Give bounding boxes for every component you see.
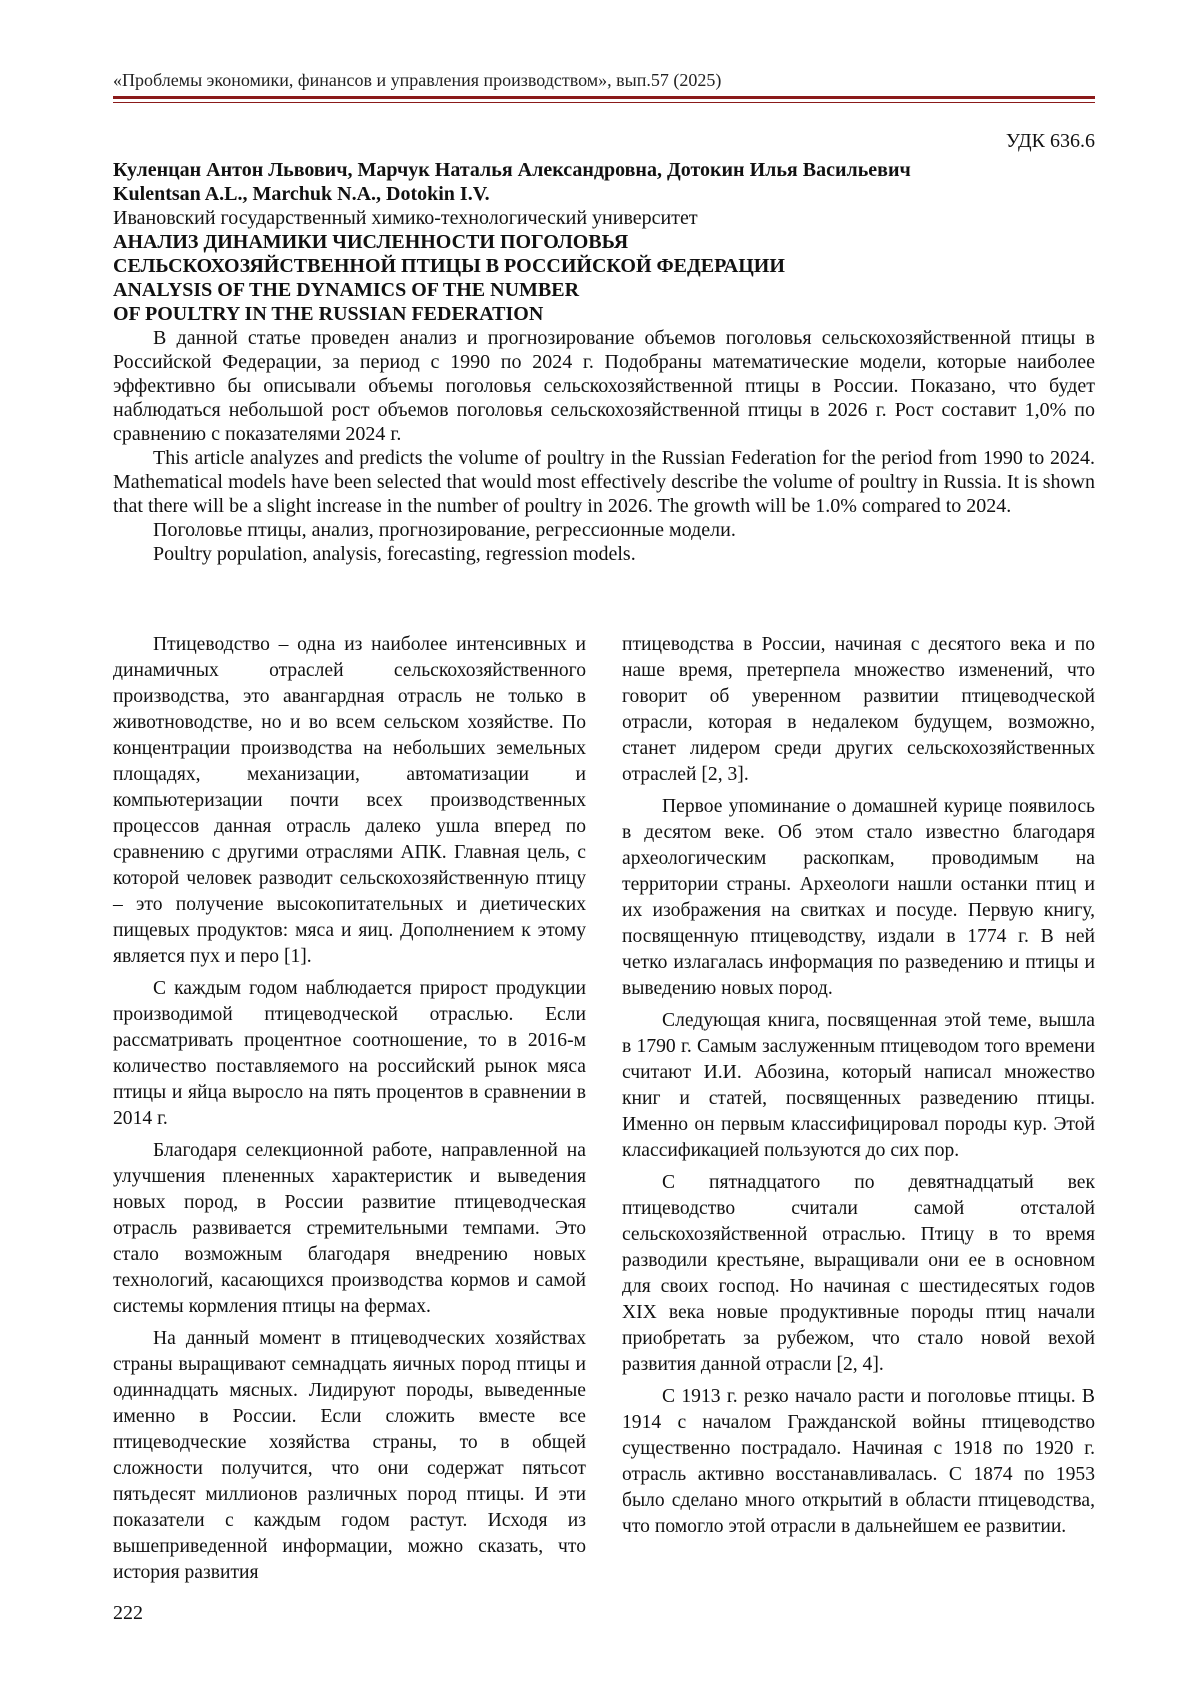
body-paragraph: Следующая книга, посвященная этой теме, вышла в 1790 г. Самым заслуженным птицеводом того времени считают И.И. Абозина, который написал множество книг и статей, посвященных разведению птицы. Именно он первым классифицировал породы кур. Этой классификацией пользуются до сих пор.	[622, 1010, 1095, 1161]
authors-en: Kulentsan A.L., Marchuk N.A., Dotokin I.V.	[113, 183, 490, 205]
body-paragraph: На данный момент в птицеводческих хозяйствах страны выращивают семнадцать яичных пород птицы и одиннадцать мясных. Лидируют породы, выведенные именно в России. Если сложить вместе все птицеводческие хозяйства страны, то в общей сложности получится, что они содержат пятьсот пятьдесят миллионов различных пород птицы. И эти показатели с каждым годом растут. Исходя из вышеприведенной информации, можно сказать, что история развития	[113, 1328, 586, 1583]
article-front-matter	[113, 158, 1095, 566]
body-paragraph-continued: птицеводства в России, начиная с десятого века и по наше время, претерпела множество изменений, что говорит об уверенном развитии птицеводческой отрасли, которая в недалеком будущем, возможно, станет лидером среди других сельскохозяйственных отраслей [2, 3].	[622, 634, 1095, 785]
title-ru-line2: СЕЛЬСКОХОЗЯЙСТВЕННОЙ ПТИЦЫ В РОССИЙСКОЙ ФЕДЕРАЦИИ	[113, 255, 785, 277]
abstract-ru: В данной статье проведен анализ и прогнозирование объемов поголовья сельскохозяйственной птицы в Российской Федерации, за период с 1990 по 2024 г. Подобраны математические модели, которые наиболее эффективно бы описывали объемы поголовья сельскохозяйственной птицы в России. Показано, что будет наблюдаться небольшой рост объемов поголовья сельскохозяйственной птицы в 2026 г. Рост составит 1,0% по сравнению с показателями 2024 г.	[113, 327, 1095, 445]
body-paragraph: Первое упоминание о домашней курице появилось в десятом веке. Об этом стало известно благодаря археологическим раскопкам, проводимым на территории страны. Археологи нашли останки птиц и их изображения на свитках и посуде. Первую книгу, посвященную птицеводству, издали в 1774 г. В ней четко излагалась информация по разведению и птицы и выведению новых пород.	[622, 796, 1095, 999]
udk-code: УДК 636.6	[1005, 130, 1095, 152]
keywords-en: Poultry population, analysis, forecasting, regression models.	[153, 543, 636, 565]
title-en-line1: ANALYSIS OF THE DYNAMICS OF THE NUMBER	[113, 279, 580, 301]
body-paragraph: С каждым годом наблюдается прирост продукции производимой птицеводческой отраслью. Если рассматривать процентное соотношение, то в 2016-м количество поставляемого на российский рынок мяса птицы и яйца выросло на пять процентов в сравнении в 2014 г.	[113, 978, 586, 1129]
header-rule-thin	[113, 102, 1095, 103]
header-rule	[113, 96, 1095, 99]
body-paragraph: С пятнадцатого по девятнадцатый век птицеводство считали самой отсталой сельскохозяйственной отраслью. Птицу в то время разводили крестьяне, выращивали они ее в основном для своих господ. Но начиная с шестидесятых годов XIX века новые продуктивные породы птиц начали приобретать за рубежом, что стало новой вехой развития данной отрасли [2, 4].	[622, 1172, 1095, 1375]
page-number: 222	[113, 1602, 143, 1624]
journal-header: «Проблемы экономики, финансов и управления производством», вып.57 (2025)	[113, 70, 722, 90]
body-paragraph: Благодаря селекционной работе, направленной на улучшения плененных характеристик и выведения новых пород, в России развитие птицеводческая отрасль развивается стремительными темпами. Это стало возможным благодаря внедрению новых технологий, касающихся производства кормов и самой системы кормления птицы на фермах.	[113, 1140, 586, 1317]
abstract-en: This article analyzes and predicts the volume of poultry in the Russian Federation for the period from 1990 to 2024. Mathematical models have been selected that would most effectively describe the volume of poultry in Russia. It is shown that there will be a slight increase in the number of poultry in 2026. The growth will be 1.0% compared to 2024.	[113, 447, 1095, 517]
keywords-ru: Поголовье птицы, анализ, прогнозирование, регрессионные модели.	[153, 519, 736, 541]
left-column	[113, 632, 586, 1592]
body-columns	[113, 632, 1095, 1592]
title-ru-line1: АНАЛИЗ ДИНАМИКИ ЧИСЛЕННОСТИ ПОГОЛОВЬЯ	[113, 231, 629, 253]
right-column	[622, 632, 1095, 1592]
authors-ru: Куленцан Антон Львович, Марчук Наталья Александровна, Дотокин Илья Васильевич	[113, 159, 911, 181]
title-en-line2: OF POULTRY IN THE RUSSIAN FEDERATION	[113, 303, 544, 325]
affiliation: Ивановский государственный химико-технологический университет	[113, 207, 698, 229]
body-paragraph: С 1913 г. резко начало расти и поголовье птицы. В 1914 с началом Гражданской войны птицеводство существенно пострадало. Начиная с 1918 по 1920 г. отрасль активно восстанавливалась. С 1874 по 1953 было сделано много открытий в области птицеводства, что помогло этой отрасли в дальнейшем ее развитии.	[622, 1386, 1095, 1537]
body-paragraph: Птицеводство – одна из наиболее интенсивных и динамичных отраслей сельскохозяйственного производства, это авангардная отрасль не только в животноводстве, но и во всем сельском хозяйстве. По концентрации производства на небольших земельных площадях, механизации, автоматизации и компьютеризации почти всех производственных процессов данная отрасль далеко ушла вперед по сравнению с другими отраслями АПК. Главная цель, с которой человек разводит сельскохозяйственную птицу – это получение высокопитательных и диетических пищевых продуктов: мяса и яиц. Дополнением к этому является пух и перо [1].	[113, 634, 586, 967]
